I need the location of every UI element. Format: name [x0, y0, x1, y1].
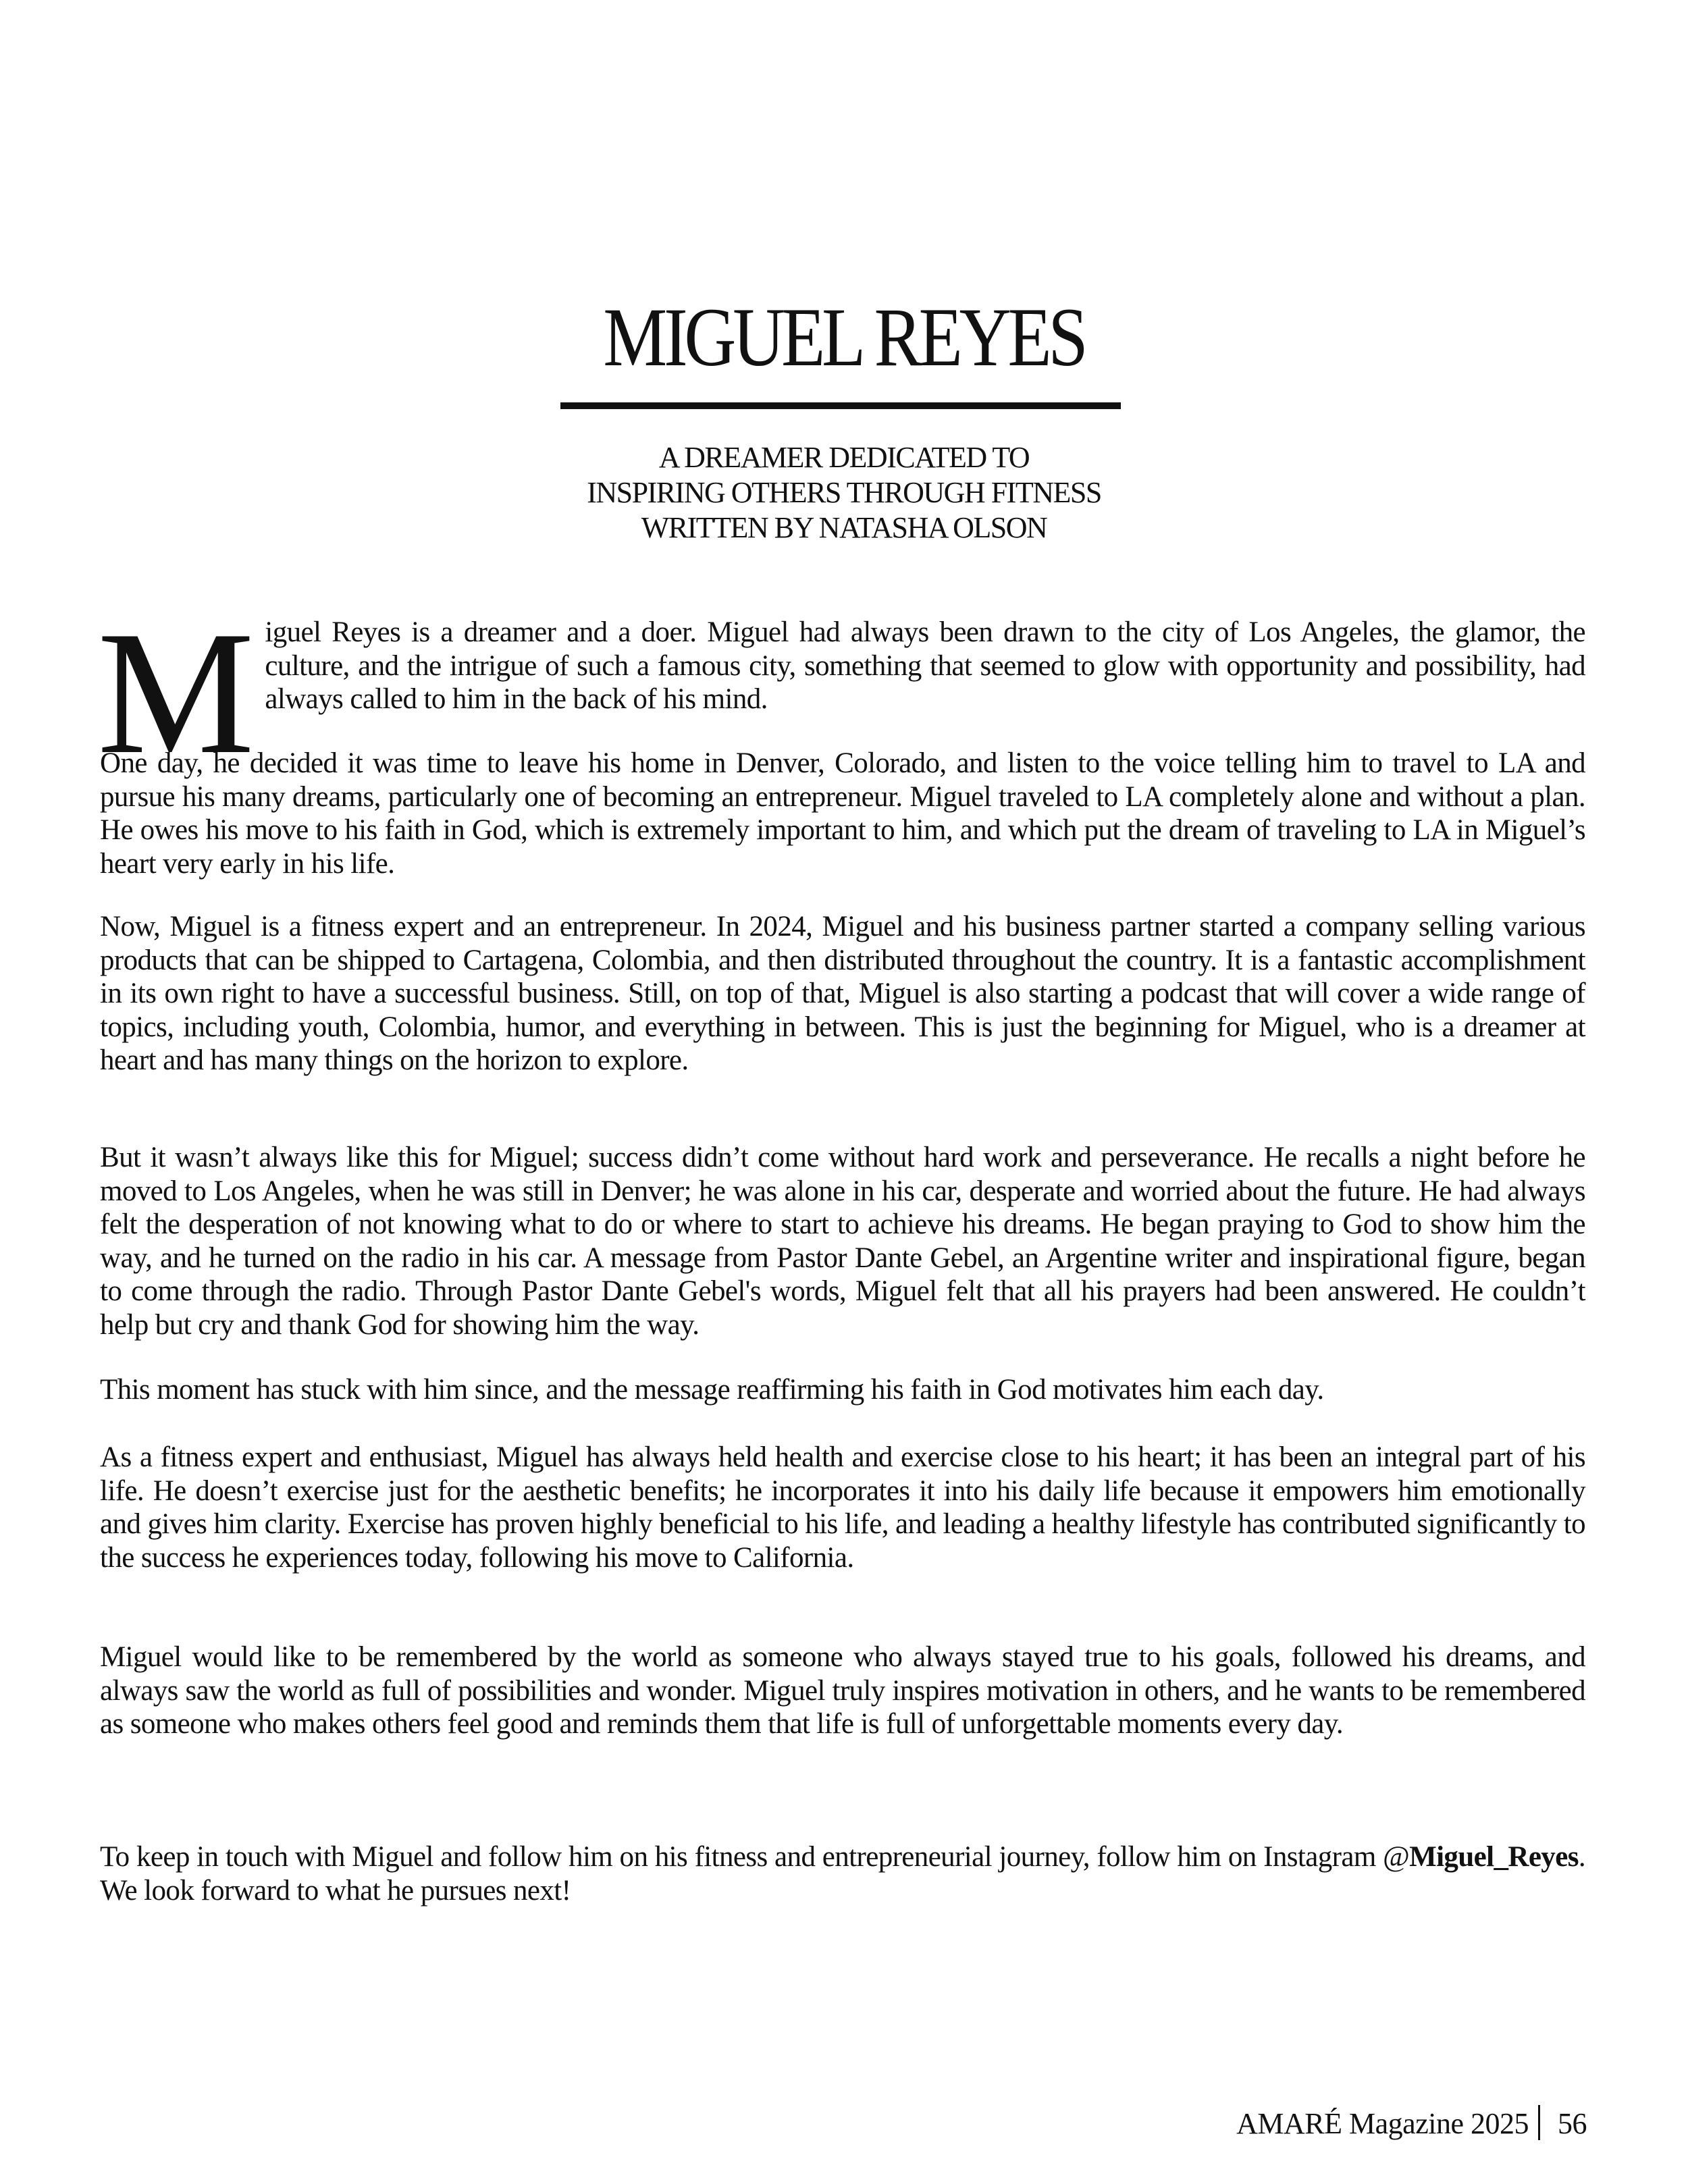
- closing-text-end: . We look forward to what he pursues next!: [100, 1841, 1585, 1907]
- paragraph-text: iguel Reyes is a dreamer and a doer. Miguel had always been drawn to the city of Los Angeles, the glamor, the culture, and the intrigue of such a famous city, something that seemed to glow with opportunity and possibility, had always called to him in the back of his mind.: [265, 616, 1585, 715]
- article-title: MIGUEL REYES: [603, 291, 1085, 383]
- paragraph-closing: [100, 1840, 1585, 1907]
- drop-cap: M: [97, 595, 255, 791]
- closing-text: To keep in touch with Miguel and follow him on his fitness and entrepreneurial journey, follow him on Instagram @: [100, 1841, 1410, 1873]
- paragraph: Now, Miguel is a fitness expert and an entrepreneur. In 2024, Miguel and his business partner started a company selling various products that can be shipped to Cartagena, Colombia, and then distributed throughout the country. It is a fantastic accomplishment in its own right to have a successful business. Still, on top of that, Miguel is also starting a podcast that will cover a wide range of topics, including youth, Colombia, humor, and everything in between. This is just the beginning for Miguel, who is a dreamer at heart and has many things on the horizon to explore.: [100, 911, 1585, 1076]
- paragraph: But it wasn’t always like this for Miguel; success didn’t come without hard work and perseverance. He recalls a night before he moved to Los Angeles, when he was still in Denver; he was alone in his car, desperate and worried about the future. He had always felt the desperation of not knowing what to do or where to start to achieve his dreams. He began praying to God to show him the way, and he turned on the radio in his car. A message from Pastor Dante Gebel, an Argentine writer and inspirational figure, began to come through the radio. Through Pastor Dante Gebel's words, Miguel felt that all his prayers had been answered. He couldn’t help but cry and thank God for showing him the way.: [100, 1142, 1585, 1341]
- instagram-handle: Miguel_Reyes: [1409, 1841, 1579, 1873]
- page-number: 56: [1558, 2107, 1587, 2140]
- subtitle-line: A DREAMER DEDICATED TO: [658, 441, 1030, 474]
- publication-name: AMARÉ Magazine 2025: [1236, 2107, 1529, 2140]
- paragraph: Miguel would like to be remembered by the world as someone who always stayed true to his goals, followed his dreams, and always saw the world as full of possibilities and wonder. Miguel truly inspires motivation in others, and he wants to be remembered as someone who makes others feel good and reminds them that life is full of unforgettable moments every day.: [100, 1641, 1585, 1740]
- article-subtitle: [0, 440, 1688, 545]
- footer-separator: [1538, 2105, 1540, 2140]
- paragraph: As a fitness expert and enthusiast, Miguel has always held health and exercise close to his heart; it has been an integral part of his life. He doesn’t exercise just for the aesthetic benefits; he incorporates it into his daily life because it empowers him emotionally and gives him clarity. Exercise has proven highly beneficial to his life, and leading a healthy lifestyle has contributed significantly to the success he experiences today, following his move to California.: [100, 1441, 1585, 1574]
- page-footer: [1236, 2105, 1587, 2141]
- byline: WRITTEN BY NATASHA OLSON: [641, 511, 1047, 544]
- paragraph: One day, he decided it was time to leave his home in Denver, Colorado, and listen to the voice telling him to travel to LA and pursue his many dreams, particularly one of becoming an entrepreneur. Miguel traveled to LA completely alone and without a plan. He owes his move to his faith in God, which is extremely important to him, and which put the dream of traveling to LA in Miguel’s heart very early in his life.: [100, 747, 1585, 880]
- title-divider: [560, 402, 1121, 409]
- paragraph: This moment has stuck with him since, and the message reaffirming his faith in God motivates him each day.: [100, 1374, 1324, 1406]
- subtitle-line: INSPIRING OTHERS THROUGH FITNESS: [587, 476, 1101, 509]
- paragraph-intro: [97, 595, 1585, 791]
